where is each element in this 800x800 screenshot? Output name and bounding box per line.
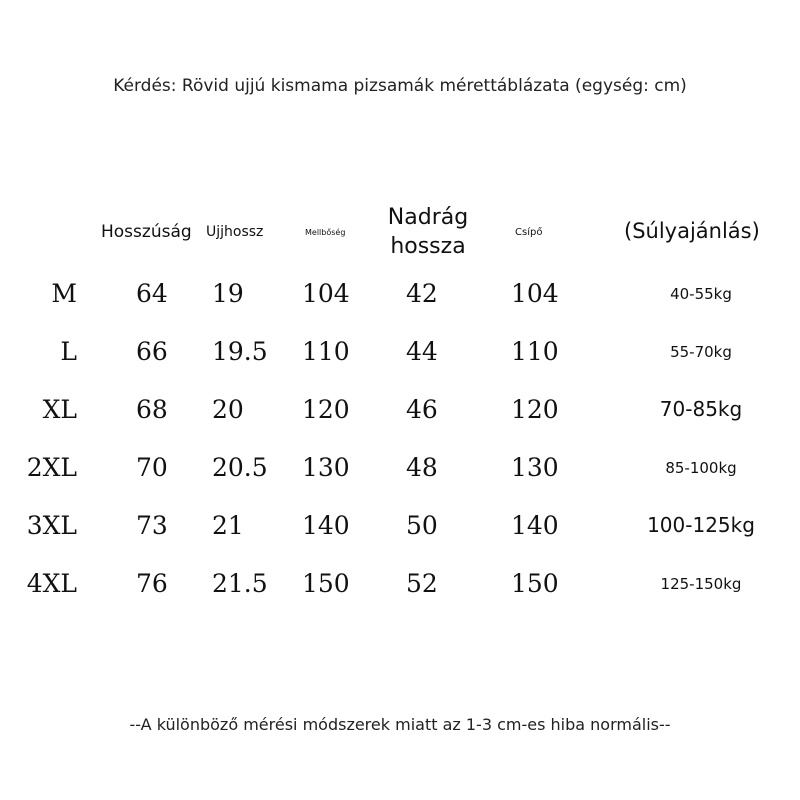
weight-cell: 85-100kg (665, 459, 737, 477)
sleeve-cell: 19.5 (212, 337, 268, 366)
header-chest: Mellbőség (305, 228, 346, 237)
table-row (0, 279, 800, 319)
length-cell: 76 (136, 569, 168, 598)
pants-cell: 50 (406, 511, 438, 540)
table-row (0, 511, 800, 551)
hip-cell: 104 (511, 279, 559, 308)
sleeve-cell: 21 (212, 511, 244, 540)
length-cell: 64 (136, 279, 168, 308)
header-length: Hosszúság (101, 222, 192, 242)
size-cell: 2XL (26, 453, 77, 482)
header-sleeve: Ujjhossz (206, 224, 264, 240)
size-cell: L (60, 337, 77, 366)
length-cell: 68 (136, 395, 168, 424)
header-pants-length (380, 203, 476, 261)
sleeve-cell: 19 (212, 279, 244, 308)
weight-cell: 100-125kg (647, 513, 755, 537)
header-pants-line2: hossza (390, 234, 466, 259)
hip-cell: 130 (511, 453, 559, 482)
pants-cell: 48 (406, 453, 438, 482)
chest-cell: 150 (302, 569, 350, 598)
table-row (0, 337, 800, 377)
sleeve-cell: 20.5 (212, 453, 268, 482)
weight-cell: 55-70kg (670, 343, 732, 361)
chest-cell: 140 (302, 511, 350, 540)
chest-cell: 120 (302, 395, 350, 424)
header-pants-line1: Nadrág (387, 205, 469, 230)
hip-cell: 150 (511, 569, 559, 598)
hip-cell: 120 (511, 395, 559, 424)
weight-cell: 40-55kg (670, 285, 732, 303)
weight-cell: 125-150kg (660, 575, 742, 593)
header-hip: Csípő (515, 227, 543, 238)
pants-cell: 44 (406, 337, 438, 366)
page-title: Kérdés: Rövid ujjú kismama pizsamák mérettáblázata (egység: cm) (113, 76, 687, 96)
size-cell: M (51, 279, 77, 308)
hip-cell: 110 (511, 337, 559, 366)
table-row (0, 395, 800, 435)
size-cell: 4XL (26, 569, 77, 598)
hip-cell: 140 (511, 511, 559, 540)
chest-cell: 104 (302, 279, 350, 308)
size-cell: 3XL (26, 511, 77, 540)
header-weight: (Súlyajánlás) (624, 219, 760, 243)
weight-cell: 70-85kg (659, 397, 743, 421)
sleeve-cell: 21.5 (212, 569, 268, 598)
pants-cell: 52 (406, 569, 438, 598)
length-cell: 70 (136, 453, 168, 482)
footer-note: --A különböző mérési módszerek miatt az 1-3 cm-es hiba normális-- (129, 715, 671, 734)
table-row (0, 569, 800, 609)
table-row (0, 453, 800, 493)
chest-cell: 130 (302, 453, 350, 482)
length-cell: 73 (136, 511, 168, 540)
sleeve-cell: 20 (212, 395, 244, 424)
pants-cell: 42 (406, 279, 438, 308)
size-cell: XL (42, 395, 77, 424)
pants-cell: 46 (406, 395, 438, 424)
length-cell: 66 (136, 337, 168, 366)
chest-cell: 110 (302, 337, 350, 366)
